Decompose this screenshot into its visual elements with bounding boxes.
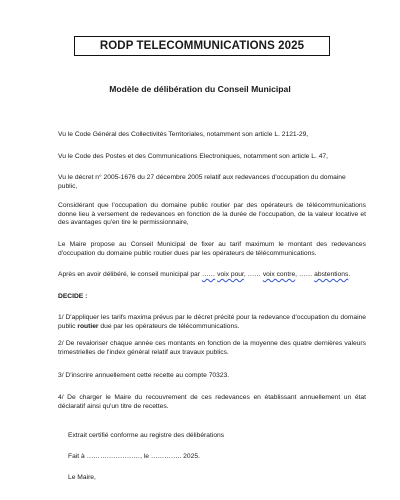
- le-maire-signature: Le Maire,: [68, 474, 96, 481]
- point-1-text-a: 1/ D'appliquer les tarifs maxima prévus par le décret précité pour la redevance d'occupation du domaine public: [58, 314, 366, 330]
- decide-heading: DECIDE :: [58, 293, 88, 300]
- vu-cpce: Vu le Code des Postes et des Communications Electroniques, notamment son article L. 47,: [58, 153, 328, 160]
- point-1: [58, 314, 366, 331]
- document-title-box: [74, 36, 330, 56]
- vote-paragraph: Après en avoir délibéré, le conseil municipal par …… voix pour, …… voix contre, …… abstentions.: [58, 271, 351, 278]
- vu-decret: Vu le décret n° 2005-1676 du 27 décembre 2005 relatif aux redevances d'occupation du domaine public,: [58, 174, 346, 190]
- point-1-text-b: due par les opérateurs de télécommunications.: [98, 322, 240, 330]
- considerant-paragraph: Considérant que l'occupation du domaine public routier par des opérateurs de télécommunications donne lieu à versement de redevances en fonction de la durée de l'occupation, de la valeur locative et des avantages qu'en tire le permissionnaire,: [58, 202, 366, 227]
- document-subtitle: Modèle de délibération du Conseil Municipal: [109, 84, 291, 94]
- vu-cgct: Vu le Code Général des Collectivités Territoriales, notamment son article L. 2121-29,: [58, 131, 309, 138]
- fait-a-line: Fait à ……………………, le ………….. 2025.: [68, 453, 200, 460]
- vote-contre-label: voix contre: [262, 271, 296, 278]
- point-4: 4/ De charger le Maire du recouvrement de ces redevances en établissant annuellement un état déclaratif ainsi qu'un titre de recettes.: [58, 394, 366, 410]
- maire-propose-paragraph: Le Maire propose au Conseil Municipal de fixer au tarif maximum le montant des redevances d'occupation du domaine public routier dues par les opérateurs de télécommunications.: [58, 241, 366, 257]
- extrait-certifie: Extrait certifié conforme au registre des délibérations: [68, 432, 225, 439]
- document-title: RODP TELECOMMUNICATIONS 2025: [99, 40, 305, 52]
- vote-pour-label: voix pour: [217, 271, 244, 278]
- vote-pour-blank: ……: [201, 271, 216, 278]
- point-3: 3/ D'inscrire annuellement cette recette au compte 70323.: [58, 372, 230, 379]
- vote-abstentions-label: abstentions: [314, 271, 349, 278]
- vote-intro: Après en avoir délibéré, le conseil municipal par: [58, 271, 202, 278]
- point-2: 2/ De revaloriser chaque année ces montants en fonction de la moyenne des quatre dernières valeurs trimestrielles de l'index général relatif aux travaux publics.: [58, 340, 366, 356]
- point-1-bold: routier: [77, 322, 99, 330]
